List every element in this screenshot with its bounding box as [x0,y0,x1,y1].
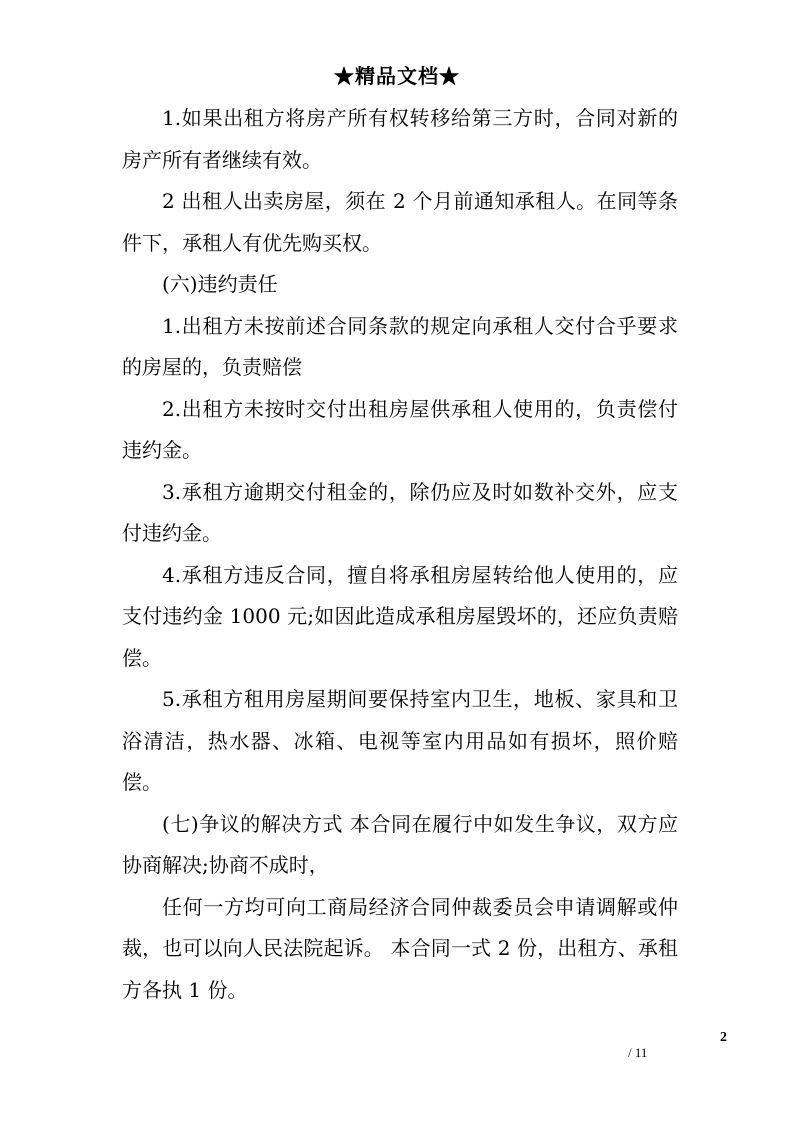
section-heading-breach: (六)违约责任 [162,272,278,296]
document-header-title: ★精品文档★ [334,64,460,88]
section-heading-dispute: (七)争议的解决方式 本合同在履行中如发生争议，双方应协商解决;协商不成时， [122,811,678,877]
paragraph-7: 5.承租方租用房屋期间要保持室内卫生，地板、家具和卫浴清洁，热水器、冰箱、电视等室内用品如有损坏，照价赔偿。 [122,687,678,794]
paragraph-4: 2.出租方未按时交付出租房屋供承租人使用的，负责偿付违约金。 [122,396,678,462]
paragraph-3: 1.出租方未按前述合同条款的规定向承租人交付合乎要求的房屋的，负责赔偿 [122,313,678,379]
paragraph-6: 4.承租方违反合同，擅自将承租房屋转给他人使用的，应支付违约金 1000 元;如因此造成承租房屋毁坏的，还应负责赔偿。 [122,562,678,670]
paragraph-2: 2 出租人出卖房屋，须在 2 个月前通知承租人。在同等条件下，承租人有优先购买权。 [122,189,678,255]
paragraph-5: 3.承租方逾期交付租金的，除仍应及时如数补交外，应支付违约金。 [122,479,678,545]
document-body [122,98,678,1011]
page-total: / 11 [628,1045,648,1060]
page-number: 2 [720,1030,727,1045]
paragraph-1: 1.如果出租方将房产所有权转移给第三方时，合同对新的房产所有者继续有效。 [122,106,678,172]
paragraph-8: 任何一方均可向工商局经济合同仲裁委员会申请调解或仲裁，也可以向人民法院起诉。 本合同一式 2 份，出租方、承租方各执 1 份。 [122,894,678,1002]
